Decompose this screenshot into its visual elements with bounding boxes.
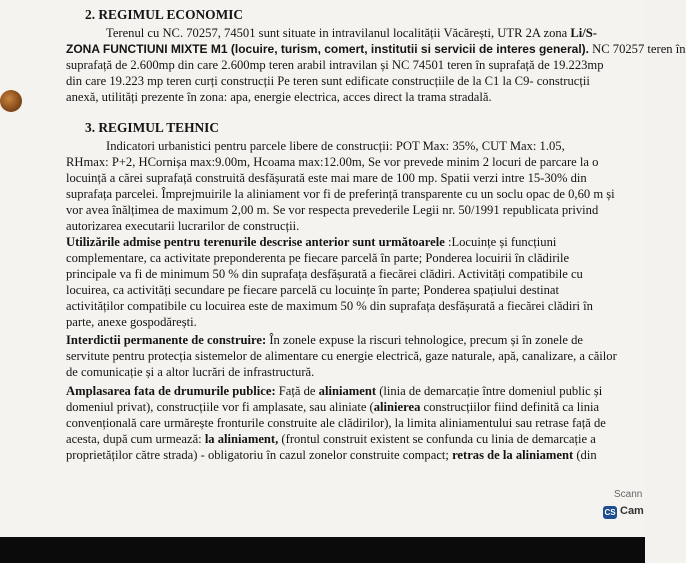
text-span: NC 70257 teren în [589, 42, 686, 56]
paragraph-line: servitute pentru protecția sistemelor de alimentare cu energie electrică, gaze naturale, apă, canalizare, a căilor [66, 349, 617, 363]
paragraph-line: complementare, ca activitate preponderenta pe fiecare parcelă în parte; Ponderea locuirii în clădirile [66, 251, 570, 265]
text-span: acesta, după cum urmează: [66, 432, 205, 446]
paragraph-line: Indicatori urbanistici pentru parcele libere de construcții: POT Max: 35%, CUT Max: 1.05, [106, 139, 565, 153]
paragraph-line [106, 25, 597, 41]
amplasarea-heading: Amplasarea fata de drumurile publice: [66, 384, 276, 398]
text-span: proprietăților către strada) - obligatoriu în cazul zonelor construite compact; [66, 448, 453, 462]
scanner-watermark-brand: Cam [620, 505, 644, 517]
paragraph-line: de comunicație și a altor lucrări de infrastructură. [66, 365, 315, 379]
bold-term: la aliniament, [204, 432, 279, 446]
paragraph-line [66, 431, 596, 447]
paragraph-line: locuință a cărei suprafață construită desfășurată este mai mare de 100 mp. Spatii verzi intre 15-30% din [66, 171, 587, 185]
punch-hole [0, 90, 22, 112]
section-title-regimul-tehnic: 3. REGIMUL TEHNIC [85, 120, 220, 135]
scanner-watermark-label: Scann [614, 489, 643, 500]
paragraph-line: activităților compatibile cu locuirea este de maximum 50 % din suprafața desfășurată a fiecărei clădiri în [66, 299, 593, 313]
paragraph-line: anexă, utilități prezente în zona: apa, energie electrica, acces direct la trama stradală. [66, 90, 492, 104]
bold-term: alinierea [373, 400, 421, 414]
interdictii-heading: Interdictii permanente de construire: [66, 333, 267, 347]
paragraph-line: parte, anexe gospodărești. [66, 315, 197, 329]
text-span: Față de [275, 384, 319, 398]
bold-term: retras de la aliniament [452, 448, 574, 462]
paragraph-line: din care 19.223 mp teren curți construcții Pe teren sunt edificate construcțiile de la C1 la C9- construcții [66, 74, 590, 88]
paragraph-line: convențională care urmărește fronturile construite ale clădirilor), la limita aliniamentului sau retrase față de [66, 416, 606, 430]
paragraph-line [66, 383, 602, 399]
text-span: (linia de demarcație între domeniul public și [376, 384, 603, 398]
text-span: (frontul construit existent se confunda cu linia de demarcație a [278, 432, 596, 446]
paragraph-line: autorizarea executarii lucrarilor de construcții. [66, 219, 300, 233]
paragraph-line [66, 447, 597, 463]
utilizari-heading: Utilizările admise pentru terenurile descrise anterior sunt următoarele [66, 235, 445, 249]
text-span: construcțiilor fiind definită ca linia [420, 400, 600, 414]
paragraph-line: suprafața parcelei. Împrejmuirile la aliniament vor fi de preferință transparente cu un soclu opac de 0,60 m și [66, 187, 615, 201]
zone-code: Li/S- [570, 26, 598, 40]
paragraph-line: locuirea, ca activități secundare pe fiecare parcelă cu locuințe în parte; Ponderea spațiului destinat [66, 283, 560, 297]
paragraph-line [66, 41, 686, 57]
bold-term: aliniament [318, 384, 377, 398]
paragraph-line [66, 399, 599, 415]
text-span: În zonele expuse la riscuri tehnologice, precum și în zonele de [266, 333, 584, 347]
text-span: (din [573, 448, 597, 462]
paragraph-line: vor avea înălțimea de maximum 2,00 m. Se vor respecta prevederile Legii nr. 50/1991 republicata privind [66, 203, 599, 217]
zone-name: ZONA FUNCTIUNI MIXTE M1 (locuire, turism, comert, institutii si servicii de interes general). [66, 42, 589, 56]
paragraph-line: suprafață de 2.600mp din care 2.600mp teren arabil intravilan și NC 74501 teren în suprafață de 19.223mp [66, 58, 604, 72]
paragraph-line [66, 332, 583, 348]
paragraph-line: principale va fi de minimum 50 % din suprafața desfășurată a fiecărei clădiri. Activități compatibile cu [66, 267, 583, 281]
paragraph-line: RHmax: P+2, HCornișa max:9.00m, Hcoama max:12.00m, Se vor prevede minim 2 locuri de parcare la o [66, 155, 599, 169]
camscanner-logo-icon: CS [604, 508, 616, 517]
text-span: domeniul privat), construcțiile vor fi amplasate, sau aliniate ( [66, 400, 374, 414]
text-span: :Locuințe și funcțiuni [444, 235, 557, 249]
paragraph-line [66, 234, 556, 250]
section-title-regimul-economic: 2. REGIMUL ECONOMIC [85, 7, 244, 22]
bottom-black-bar [0, 537, 645, 563]
text-span: Terenul cu NC. 70257, 74501 sunt situate in intravilanul localității Văcărești, UTR 2A zona [106, 26, 571, 40]
